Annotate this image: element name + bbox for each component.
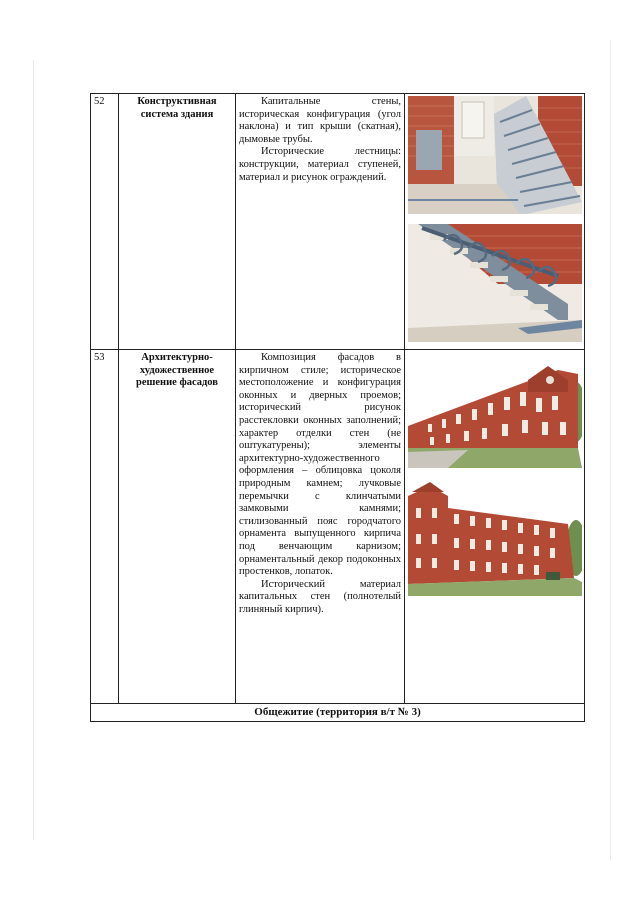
photo-cell <box>405 350 585 704</box>
scan-margin-line <box>610 40 611 860</box>
table-row <box>91 704 585 722</box>
description-paragraph: Исторический материал капитальных стен (полнотелый глиняный кирпич). <box>239 578 401 615</box>
photo-cell <box>405 94 585 350</box>
heritage-elements-table <box>90 93 585 722</box>
element-description <box>236 94 405 350</box>
brick-building-street-photo <box>408 478 582 596</box>
element-description <box>236 350 405 704</box>
scan-margin-line <box>33 60 34 840</box>
table-row <box>91 94 585 350</box>
element-name: Архитектурно-художественное решение фасадов <box>119 350 236 704</box>
brick-building-facade-photo <box>408 352 582 468</box>
section-heading: Общежитие (территория в/т № 3) <box>91 704 585 722</box>
ornamental-railing-photo <box>408 224 582 342</box>
description-paragraph: Капитальные стены, историческая конфигурация (угол наклона) и тип крыши (скатная), дымовые трубы. <box>239 96 401 145</box>
row-number: 52 <box>91 94 119 350</box>
row-number: 53 <box>91 350 119 704</box>
table-row <box>91 350 585 704</box>
element-name: Конструктивная система здания <box>119 94 236 350</box>
staircase-interior-photo <box>408 96 582 214</box>
description-paragraph: Композиция фасадов в кирпичном стиле; историческое местоположение и конфигурация оконных и дверных проемов; исторический рисунок расстекловки оконных заполнений; характер отделки стен (не оштукатурены); элементы архитектурно-художественного оформления – облицовка цоколя природным камнем; лучковые перемычки с клинчатыми замковыми камнями; стилизованный пояс городчатого орнамента выпущенного кирпича под венчающим карнизом; орнаментальный декор подоконных простенков, лопаток. <box>239 352 401 578</box>
description-paragraph: Исторические лестницы: конструкции, материал ступеней, материал и рисунок ограждений. <box>239 146 401 183</box>
